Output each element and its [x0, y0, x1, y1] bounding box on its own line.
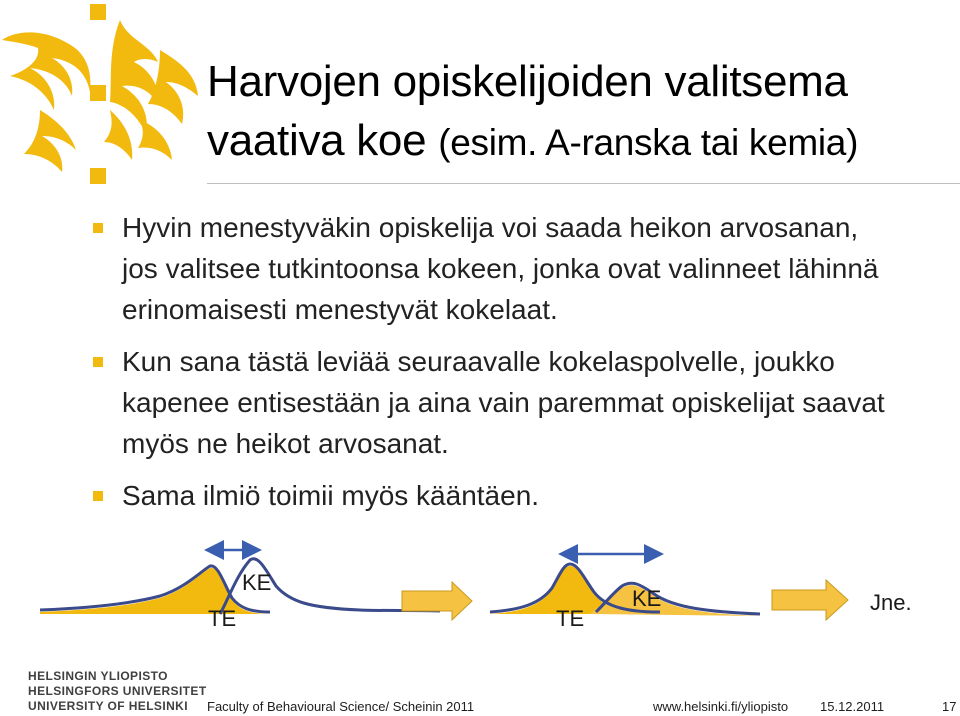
slide-title [207, 52, 947, 172]
left-ke-label: KE [242, 570, 272, 595]
next-generation-arrow-1 [402, 582, 472, 620]
title-line-2 [207, 111, 947, 172]
footer-url: www.helsinki.fi/yliopisto [653, 699, 789, 714]
title-line-1: Harvojen opiskelijoiden valitsema [207, 57, 848, 106]
university-name-en: UNIVERSITY OF HELSINKI [28, 699, 188, 713]
university-name-sv: HELSINGFORS UNIVERSITET [28, 684, 207, 698]
bullet-list [92, 207, 892, 527]
university-name [28, 669, 207, 714]
bullet-item [92, 475, 892, 516]
bullet-square-icon [93, 357, 103, 367]
bullet-text: Hyvin menestyväkin opiskelija voi saada heikon arvosanan, jos valitsee tutkintoonsa kokeen, jonka ovat valinneet lähinnä erinomaisesti menestyvät kokelaat. [122, 212, 879, 325]
university-flame-logo [0, 0, 200, 200]
bullet-text: Kun sana tästä leviää seuraavalle kokelaspolvelle, joukko kapenee entisestään ja aina vain paremmat opiskelijat saavat myös ne heikot arvosanat. [122, 346, 885, 459]
left-distribution-group [40, 550, 440, 614]
middle-te-label: TE [556, 606, 585, 631]
university-name-fi: HELSINGIN YLIOPISTO [28, 669, 168, 683]
footer-department: Faculty of Behavioural Science/ Scheinin 2011 [207, 699, 475, 714]
page-number: 17 [942, 699, 957, 714]
continuation-label: Jne. [870, 590, 912, 615]
title-line-2-small: (esim. A-ranska tai kemia) [438, 122, 859, 163]
distribution-diagram [0, 530, 960, 660]
footer-date: 15.12.2011 [820, 699, 885, 714]
bullet-square-icon [93, 491, 103, 501]
middle-distribution-group [490, 554, 760, 616]
title-divider [207, 183, 960, 184]
bullet-square-icon [93, 223, 103, 233]
left-te-label: TE [208, 606, 237, 631]
bullet-item [92, 341, 892, 464]
title-line-2-main: vaativa koe [207, 116, 427, 165]
middle-ke-label: KE [632, 586, 662, 611]
next-generation-arrow-2 [772, 580, 848, 620]
bullet-text: Sama ilmiö toimii myös kääntäen. [122, 480, 540, 511]
bullet-item [92, 207, 892, 330]
